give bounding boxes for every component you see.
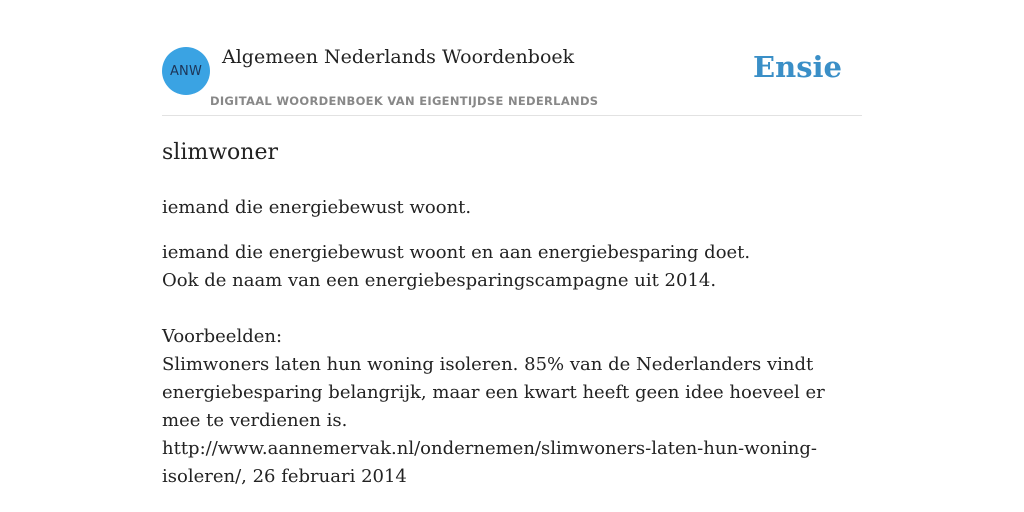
entry-card — [162, 0, 862, 487]
example-source: http://www.aannemervak.nl/ondernemen/slimwoners-laten-hun-woning-isoleren/, 26 februari 2014 — [162, 438, 817, 487]
entry-headword: slimwoner — [162, 140, 279, 165]
anw-logo-text: ANW — [169, 63, 203, 79]
dictionary-header — [162, 0, 862, 116]
dictionary-subtitle: DIGITAAL WOORDENBOEK VAN EIGENTIJDSE NEDERLANDS — [210, 94, 599, 108]
short-definition: iemand die energiebewust woont. — [162, 197, 472, 218]
examples-label: Voorbeelden: — [162, 326, 283, 347]
long-definition — [162, 239, 862, 491]
anw-logo[interactable] — [162, 47, 210, 95]
definition-line: Ook de naam van een energiebesparingscampagne uit 2014. — [162, 270, 717, 291]
example-text: Slimwoners laten hun woning isoleren. 85% van de Nederlanders vindt energiebesparing belangrijk, maar een kwart heeft geen idee hoeveel er mee te verdienen is. — [162, 354, 825, 431]
spacer — [162, 295, 862, 323]
ensie-brand-link[interactable]: Ensie — [753, 50, 842, 84]
definition-line: iemand die energiebewust woont en aan energiebesparing doet. — [162, 242, 751, 263]
dictionary-title[interactable]: Algemeen Nederlands Woordenboek — [222, 46, 575, 68]
